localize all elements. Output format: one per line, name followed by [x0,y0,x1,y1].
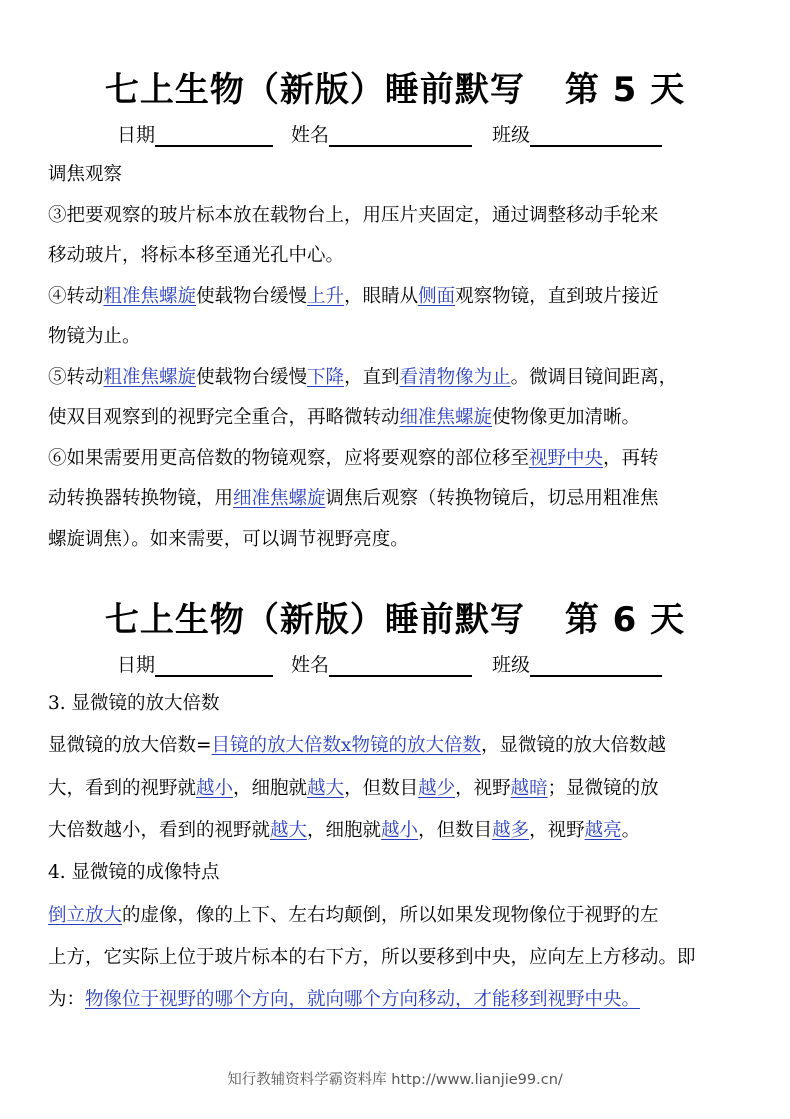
day5-name-field[interactable] [329,127,472,147]
day6-date-label: 日期 [117,654,156,676]
prompt-text: ，显微镜的放大倍数越 [480,735,666,757]
answer-text: 上升 [307,285,345,307]
answer-text: 细准焦螺旋 [233,488,326,509]
day5-text-line [48,405,640,431]
day5-text-line [48,527,409,553]
day5-text-line [48,324,141,350]
prompt-text: 使载物台缓慢 [196,366,308,388]
day6-day-label: 第 6 天 [564,600,686,640]
prompt-text: 使物像更加清晰。 [492,407,641,428]
day5-day-label: 第 5 天 [564,70,686,110]
day5-class-label: 班级 [492,124,531,146]
prompt-text: ；显微镜的放 [547,777,659,799]
day5-text-line [48,162,122,188]
day5-text-line [48,446,659,472]
prompt-text: 使载物台缓慢 [196,285,308,307]
answer-text: 目镜的放大倍数x物镜的放大倍数 [211,735,481,757]
prompt-text: 4. 显微镜的成像特点 [48,862,220,884]
prompt-text: 显微镜的放大倍数= [48,735,212,757]
prompt-text: ，但数目 [344,777,419,799]
day5-text-line [48,284,659,310]
day5-info-row [117,120,662,147]
answer-text: 越小 [381,819,419,841]
day6-title [0,592,790,641]
prompt-text: ，视野 [455,777,511,799]
day6-class-field[interactable] [530,657,662,677]
answer-text: 越多 [492,819,530,841]
prompt-text: 观察物镜，直到玻片接近 [455,285,659,307]
day5-title [0,62,790,111]
answer-text: 侧面 [418,285,456,307]
prompt-text: 大倍数越小，看到的视野就 [48,819,271,841]
day5-name-label: 姓名 [291,124,330,146]
prompt-text: ，细胞就 [307,819,382,841]
day6-text-line [48,776,659,802]
prompt-text: ，但数目 [418,819,493,841]
day5-text-line [48,243,344,269]
footer-watermark: 知行教辅资料学霸资料库 http://www.lianjie99.cn/ [227,1072,563,1088]
day6-text-line [48,818,640,844]
day6-text-line [48,860,220,886]
day6-date-field[interactable] [155,657,273,677]
answer-text: 细准焦螺旋 [399,407,493,428]
answer-text: 视野中央 [529,447,604,469]
day6-text-line [48,945,696,971]
prompt-text: 3. 显微镜的放大倍数 [48,693,220,714]
answer-text: 下降 [307,366,345,388]
prompt-text: ，再转 [603,447,659,469]
day6-class-label: 班级 [492,654,531,676]
prompt-text: 的虚像，像的上下、左右均颠倒，所以如果发现物像位于视野的左 [122,904,659,926]
prompt-text: 使双目观察到的视野完全重合，再略微转动 [48,407,400,428]
prompt-text: 移动玻片，将标本移至通光孔中心。 [48,245,345,266]
answer-text: 越亮 [584,819,622,841]
answer-text: 粗准焦螺旋 [103,285,197,307]
prompt-text: ，眼睛从 [344,285,419,307]
prompt-text: 物镜为止。 [48,326,141,347]
day5-text-line [48,486,659,512]
prompt-text: 上方，它实际上位于玻片标本的右下方，所以要移到中央，应向左上方移动。即 [48,946,696,968]
day5-title-text: 七上生物（新版）睡前默写 [104,70,525,110]
day6-title-text: 七上生物（新版）睡前默写 [104,600,525,640]
day5-text-line [48,203,659,229]
prompt-text: 螺旋调焦）。如来需要，可以调节视野亮度。 [48,528,409,550]
prompt-text: 调焦观察 [48,164,123,185]
answer-text: 粗准焦螺旋 [103,366,197,388]
day5-date-label: 日期 [117,124,156,146]
answer-text: 看清物像为止 [399,366,511,388]
prompt-text: 。 [621,819,641,841]
prompt-text: 动转换器转换物镜，用 [48,488,234,509]
prompt-text: ，细胞就 [233,777,308,799]
prompt-text: ，直到 [344,366,400,388]
day6-text-line [48,733,666,759]
day6-text-line [48,691,220,717]
day6-text-line [48,987,640,1013]
answer-text: 越大 [307,777,345,799]
prompt-text: 大，看到的视野就 [48,777,197,799]
prompt-text: 。微调目镜间距离， [510,366,678,388]
prompt-text: ，视野 [529,819,585,841]
day6-name-label: 姓名 [291,654,330,676]
prompt-text: 调焦后观察（转换物镜后，切忌用粗准焦 [325,488,659,509]
prompt-text: ③把要观察的玻片标本放在载物台上，用压片夹固定，通过调整移动手轮来 [48,204,659,226]
answer-text: 越大 [270,819,308,841]
day5-text-line [48,365,677,391]
answer-text: 物像位于视野的哪个方向，就向哪个方向移动，才能移到视野中央。 [85,989,641,1011]
prompt-text: ⑤转动 [48,366,104,388]
answer-text: 越小 [196,777,234,799]
answer-text: 倒立放大 [48,904,123,926]
prompt-text: 为： [48,989,86,1011]
answer-text: 越少 [418,777,456,799]
prompt-text: ④转动 [48,285,104,307]
day5-class-field[interactable] [530,127,662,147]
day6-name-field[interactable] [329,657,472,677]
answer-text: 越暗 [510,777,548,799]
prompt-text: ⑥如果需要用更高倍数的物镜观察，应将要观察的部位移至 [48,447,530,469]
day6-text-line [48,903,659,929]
day5-date-field[interactable] [155,127,273,147]
day6-info-row [117,650,662,677]
